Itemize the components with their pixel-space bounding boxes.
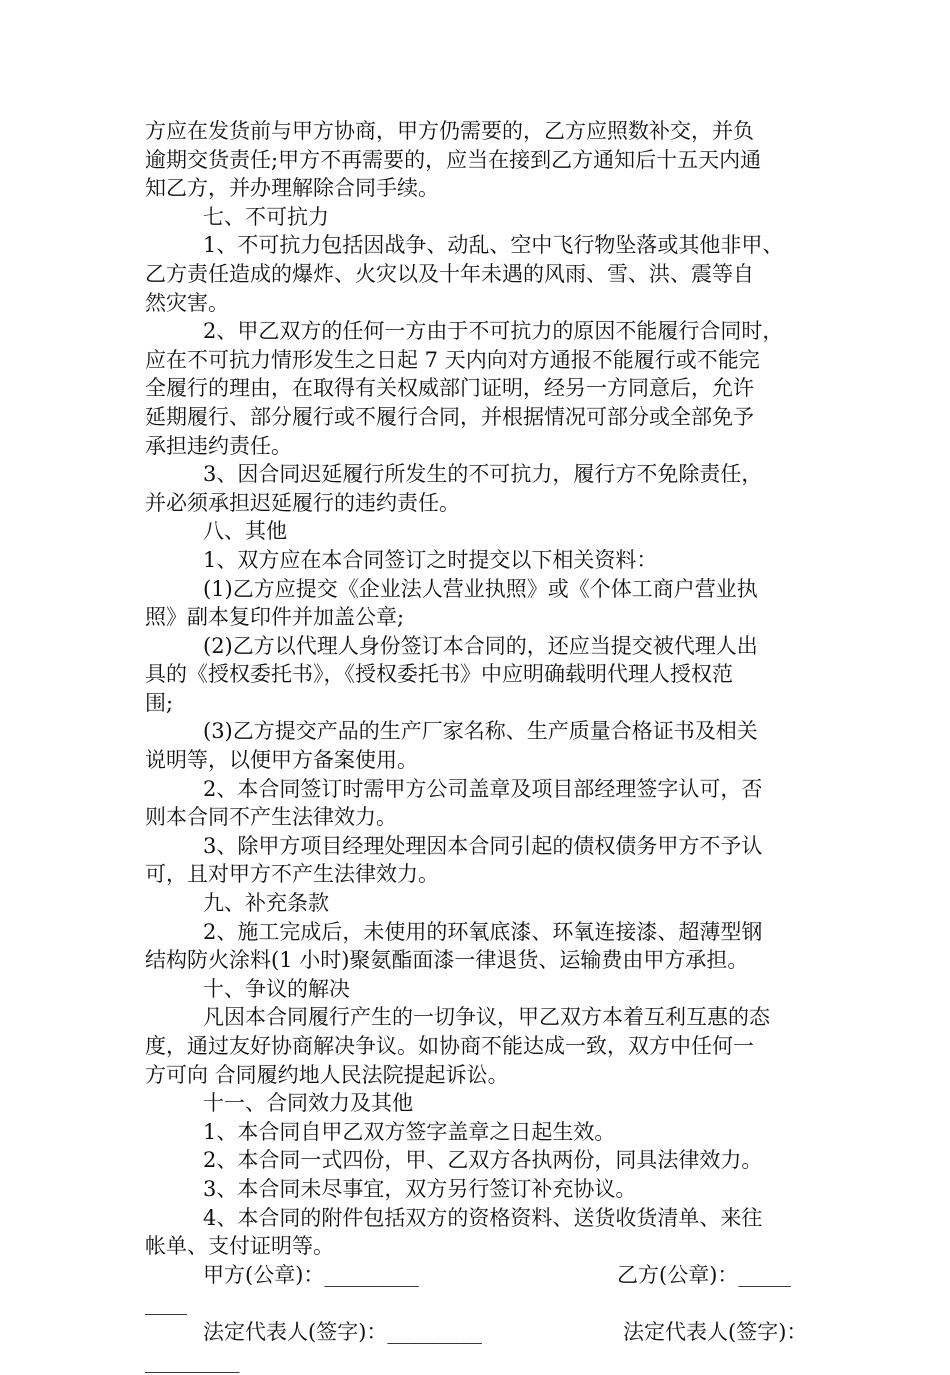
contract-body bbox=[145, 117, 810, 1261]
text-line: 4、本合同的附件包括双方的资格资料、送货收货清单、来往 bbox=[203, 1205, 763, 1230]
text-line: 3、本合同未尽事宜，双方另行签订补充协议。 bbox=[203, 1176, 637, 1201]
text-line: 十、争议的解决 bbox=[203, 976, 350, 1001]
text-line: 具的《授权委托书》，《授权委托书》中应明确载明代理人授权范 bbox=[145, 662, 733, 687]
text-line: 围; bbox=[145, 690, 174, 715]
text-line: 七、不可抗力 bbox=[203, 204, 329, 229]
text-line: 全履行的理由，在取得有关权威部门证明，经另一方同意后，允许 bbox=[145, 376, 754, 401]
party-b-representative-field: 法定代表人(签字)： bbox=[623, 1319, 808, 1344]
text-line: 方可向 合同履约地人民法院提起诉讼。 bbox=[145, 1062, 509, 1087]
text-line: 乙方责任造成的爆炸、火灾以及十年未遇的风雨、雪、洪、震等自 bbox=[145, 261, 754, 286]
text-line: 2、本合同一式四份，甲、乙双方各执两份，同具法律效力。 bbox=[203, 1148, 763, 1173]
text-line: 帐单、支付证明等。 bbox=[145, 1234, 334, 1259]
text-line: 九、补充条款 bbox=[203, 891, 329, 916]
contract-page bbox=[145, 117, 810, 1375]
text-line: 应在不可抗力情形发生之日起 7 天内向对方通报不能履行或不能完 bbox=[145, 347, 760, 372]
seal-row bbox=[145, 1261, 810, 1290]
text-line: 照》副本复印件并加盖公章; bbox=[145, 605, 405, 630]
text-line: 延期履行、部分履行或不履行合同，并根据情况可部分或全部免予 bbox=[145, 404, 754, 429]
party-a-representative-field: 法定代表人(签字)：_________ bbox=[203, 1319, 482, 1344]
text-line: 可，且对甲方不产生法律效力。 bbox=[145, 862, 439, 887]
text-line: 凡因本合同履行产生的一切争议，甲乙双方本着互利互惠的态 bbox=[203, 1005, 770, 1030]
text-line: 1、双方应在本合同签订之时提交以下相关资料： bbox=[203, 547, 658, 572]
text-line: (2)乙方以代理人身份签订本合同的，还应当提交被代理人出 bbox=[203, 633, 758, 658]
text-line: 2、施工完成后，未使用的环氧底漆、环氧连接漆、超薄型钢 bbox=[203, 919, 763, 944]
text-line: (3)乙方提交产品的生产厂家名称、生产质量合格证书及相关 bbox=[203, 719, 758, 744]
text-line: 度，通过友好协商解决争议。如协商不能达成一致，双方中任何一 bbox=[145, 1034, 754, 1058]
party-b-representative-wrap: _________ bbox=[145, 1348, 240, 1373]
text-line: 然灾害。 bbox=[145, 290, 229, 315]
party-b-seal-field: 乙方(公章)：_____ bbox=[617, 1262, 791, 1287]
text-line: 承担违约责任。 bbox=[145, 433, 292, 458]
text-line: (1)乙方应提交《企业法人营业执照》或《个体工商户营业执 bbox=[203, 576, 758, 601]
text-line: 并必须承担迟延履行的违约责任。 bbox=[145, 490, 460, 515]
text-line: 2、甲乙双方的任何一方由于不可抗力的原因不能履行合同时， bbox=[203, 319, 784, 344]
party-a-seal-field: 甲方(公章)：_________ bbox=[203, 1262, 419, 1287]
text-line: 3、因合同迟延履行所发生的不可抗力，履行方不免除责任， bbox=[203, 462, 763, 487]
text-line: 逾期交货责任;甲方不再需要的，应当在接到乙方通知后十五天内通 bbox=[145, 147, 762, 172]
representative-row bbox=[145, 1318, 810, 1347]
text-line: 2、本合同签订时需甲方公司盖章及项目部经理签字认可，否 bbox=[203, 776, 763, 801]
text-line: 八、其他 bbox=[203, 519, 287, 544]
text-line: 知乙方，并办理解除合同手续。 bbox=[145, 176, 439, 201]
text-line: 1、本合同自甲乙双方签字盖章之日起生效。 bbox=[203, 1119, 616, 1144]
text-line: 说明等，以便甲方备案使用。 bbox=[145, 748, 418, 773]
party-b-seal-wrap: ____ bbox=[145, 1291, 187, 1316]
text-line: 3、除甲方项目经理处理因本合同引起的债权债务甲方不予认 bbox=[203, 833, 763, 858]
text-line: 结构防火涂料(1 小时)聚氨酯面漆一律退货、运输费由甲方承担。 bbox=[145, 948, 749, 973]
text-line: 1、不可抗力包括因战争、动乱、空中飞行物坠落或其他非甲、 bbox=[203, 233, 784, 258]
text-line: 十一、合同效力及其他 bbox=[203, 1091, 413, 1116]
text-line: 则本合同不产生法律效力。 bbox=[145, 805, 397, 830]
text-line: 方应在发货前与甲方协商，甲方仍需要的，乙方应照数补交，并负 bbox=[145, 119, 754, 143]
